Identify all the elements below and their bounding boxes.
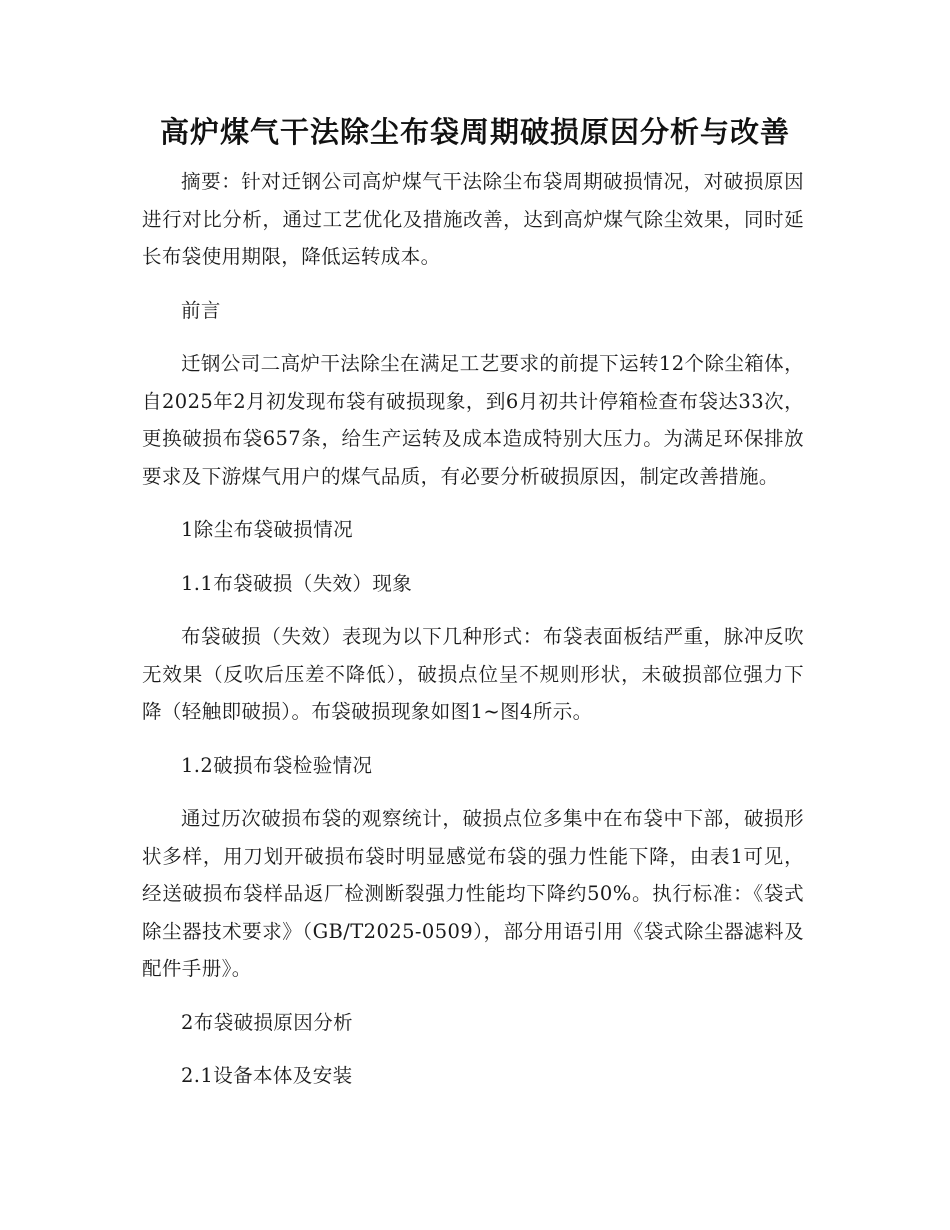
section-1-2-heading: 1.2破损布袋检验情况 [181,753,373,777]
section-2-1-heading: 2.1设备本体及安装 [181,1064,353,1087]
section-2-heading: 2布袋破损原因分析 [181,1010,354,1034]
section-1-1-paragraph: 布袋破损（失效）表现为以下几种形式：布袋表面板结严重，脉冲反吹无效果（反吹后压差不降低），破损点位呈不规则形状，未破损部位强力下降（轻触即破损）。布袋破损现象如图1~图4所示。 [142,625,804,723]
preface-heading: 前言 [181,298,221,322]
section-1-2-paragraph: 通过历次破损布袋的观察统计，破损点位多集中在布袋中下部，破损形状多样，用刀划开破损布袋时明显感觉布袋的强力性能下降，由表1可见，经送破损布袋样品返厂检测断裂强力性能均下降约50%。执行标准：《袋式除尘器技术要求》（GB/T2025-0509），部分用语引用《袋式除尘器滤料及配件手册》。 [142,807,804,980]
preface-paragraph: 迁钢公司二高炉干法除尘在满足工艺要求的前提下运转12个除尘箱体，自2025年2月初发现布袋有破损现象，到6月初共计停箱检查布袋达33次，更换破损布袋657条，给生产运转及成本造成特别大压力。为满足环保排放要求及下游煤气用户的煤气品质，有必要分析破损原因，制定改善措施。 [142,352,804,488]
section-1-heading: 1除尘布袋破损情况 [181,518,354,541]
abstract-paragraph: 摘要：针对迁钢公司高炉煤气干法除尘布袋周期破损情况，对破损原因进行对比分析，通过工艺优化及措施改善，达到高炉煤气除尘效果，同时延长布袋使用期限，降低运转成本。 [142,170,804,268]
document-title: 高炉煤气干法除尘布袋周期破损原因分析与改善 [159,115,790,149]
document-body [142,163,804,1111]
section-1-1-heading: 1.1布袋破损（失效）现象 [181,571,413,595]
